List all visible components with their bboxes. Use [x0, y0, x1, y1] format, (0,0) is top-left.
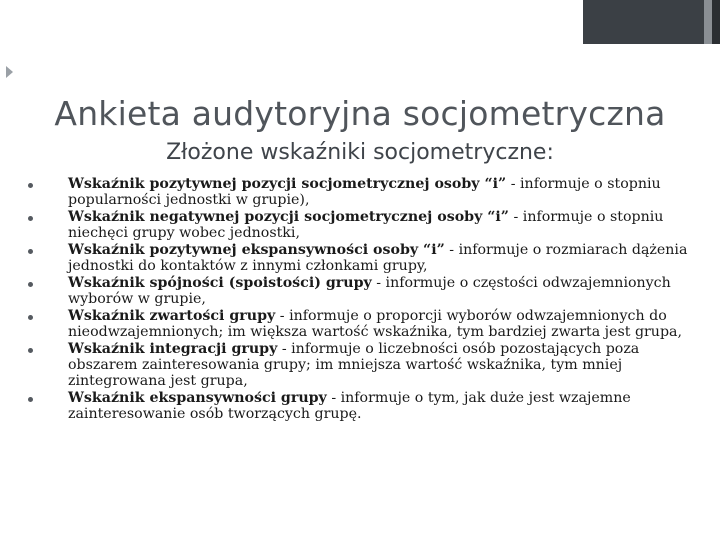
bullet-dot-icon [28, 397, 33, 402]
bullet-item [28, 341, 700, 389]
bullet-description: - informuje o stopniu popularności jednostki w grupie), [68, 176, 661, 208]
bullet-list [28, 176, 700, 423]
bullet-dot-icon [28, 216, 33, 221]
bullet-description: - informuje o rozmiarach dążenia jednostki do kontaktów z innymi członkami grupy, [68, 242, 688, 274]
bullet-item [28, 242, 700, 274]
bullet-item [28, 275, 700, 307]
bullet-term: Wskaźnik negatywnej pozycji socjometrycznej osoby “i” [68, 209, 509, 225]
bullet-term: Wskaźnik ekspansywności grupy [68, 390, 327, 406]
bullet-item [28, 209, 700, 241]
bullet-term: Wskaźnik integracji grupy [68, 341, 278, 357]
header-decoration-light-bar [704, 0, 712, 44]
bullet-term: Wskaźnik zwartości grupy [68, 308, 276, 324]
header-decoration-edge-bar [712, 0, 720, 44]
slide-subtitle: Złożone wskaźniki socjometryczne: [166, 140, 554, 165]
bullet-term: Wskaźnik spójności (spoistości) grupy [68, 275, 372, 291]
bullet-dot-icon [28, 348, 33, 353]
bullet-description: - informuje o liczebności osób pozostających poza obszarem zainteresowania grupy; im mniejsza wartość wskaźnika, tym mniej zintegrowana jest grupa, [68, 341, 640, 389]
bullet-item [28, 390, 700, 422]
bullet-description: - informuje o tym, jak duże jest wzajemne zainteresowanie osób tworzących grupę. [68, 390, 631, 422]
bullet-dot-icon [28, 282, 33, 287]
triangle-marker-icon [6, 66, 13, 78]
header-decoration-dark-bar [583, 0, 704, 44]
bullet-description: - informuje o częstości odwzajemnionych wyborów w grupie, [68, 275, 671, 307]
bullet-dot-icon [28, 183, 33, 188]
bullet-term: Wskaźnik pozytywnej ekspansywności osoby “i” [68, 242, 445, 258]
bullet-dot-icon [28, 315, 33, 320]
bullet-item [28, 176, 700, 208]
bullet-description: - informuje o stopniu niechęci grupy wobec jednostki, [68, 209, 664, 241]
bullet-term: Wskaźnik pozytywnej pozycji socjometrycznej osoby “i” [68, 176, 507, 192]
slide-title: Ankieta audytoryjna socjometryczna [54, 94, 666, 133]
bullet-description: - informuje o proporcji wyborów odwzajemnionych do nieodwzajemnionych; im większa wartość wskaźnika, tym bardziej zwarta jest grupa, [68, 308, 682, 340]
bullet-dot-icon [28, 249, 33, 254]
bullet-item [28, 308, 700, 340]
